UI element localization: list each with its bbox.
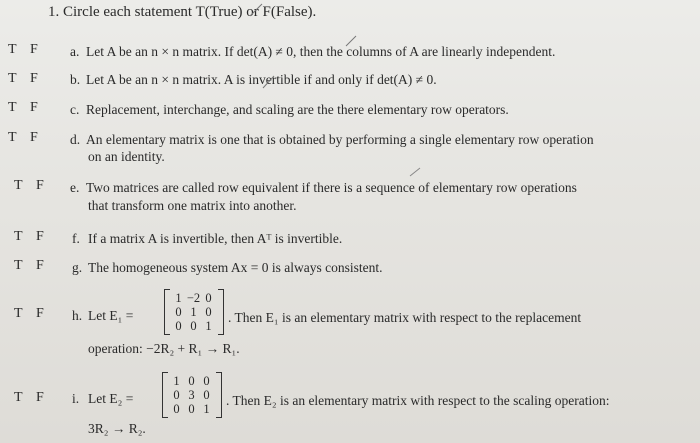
statement-i-post: . Then E₂ is an elementary matrix with respect to the scaling operation: xyxy=(226,393,610,408)
pencil-stroke xyxy=(250,4,262,16)
false-option[interactable]: F xyxy=(36,178,44,193)
item-text: The homogeneous system Ax = 0 is always consistent. xyxy=(88,260,383,275)
pencil-stroke xyxy=(263,76,274,88)
item-pre: Let E₁ = xyxy=(88,308,134,323)
statement-i-continued: 3R₂ → R₂. xyxy=(88,421,146,436)
statement-h-post: . Then E₁ is an elementary matrix with respect to the replacement xyxy=(228,310,582,325)
matrix-row: 1 0 0 xyxy=(173,374,210,388)
true-option[interactable]: T xyxy=(8,42,17,57)
false-option[interactable]: F xyxy=(36,390,44,405)
item-label: i. xyxy=(72,391,80,406)
false-option[interactable]: F xyxy=(30,71,38,86)
true-option[interactable]: T xyxy=(14,390,23,405)
item-text: An elementary matrix is one that is obtained by performing a single elementary row operation xyxy=(86,132,594,147)
item-label: c. xyxy=(70,102,80,117)
item-text: Two matrices are called row equivalent if there is a sequence of elementary row operations xyxy=(86,180,577,195)
false-option[interactable]: F xyxy=(30,100,38,115)
item-label: g. xyxy=(72,260,83,275)
false-option[interactable]: F xyxy=(30,130,38,145)
matrix-row: 0 1 0 xyxy=(175,305,212,319)
item-label: b. xyxy=(70,72,81,87)
item-text: Let A be an n × n matrix. A is invertible if and only if det(A) ≠ 0. xyxy=(86,72,437,87)
item-label: d. xyxy=(70,132,81,147)
false-option[interactable]: F xyxy=(36,258,44,273)
true-option[interactable]: T xyxy=(14,258,23,273)
pencil-stroke xyxy=(346,36,356,46)
item-label: e. xyxy=(70,180,80,195)
false-option[interactable]: F xyxy=(36,306,44,321)
false-option[interactable]: F xyxy=(30,42,38,57)
item-label: h. xyxy=(72,308,83,323)
statement-e-continued: that transform one matrix into another. xyxy=(88,198,297,213)
true-option[interactable]: T xyxy=(8,100,17,115)
matrix-row: 0 0 1 xyxy=(175,319,212,333)
true-option[interactable]: T xyxy=(14,178,23,193)
item-label: f. xyxy=(72,231,80,246)
true-option[interactable]: T xyxy=(14,229,23,244)
question-header: 1. Circle each statement T(True) or F(False). xyxy=(48,4,317,20)
matrix-row: 0 3 0 xyxy=(173,388,210,402)
pencil-stroke xyxy=(410,168,420,176)
item-text: If a matrix A is invertible, then Aᵀ is invertible. xyxy=(88,231,343,246)
false-option[interactable]: F xyxy=(36,229,44,244)
true-option[interactable]: T xyxy=(14,306,23,321)
matrix-row: 0 0 1 xyxy=(173,402,210,416)
item-pre: Let E₂ = xyxy=(88,391,134,406)
true-option[interactable]: T xyxy=(8,130,17,145)
true-option[interactable]: T xyxy=(8,71,17,86)
item-label: a. xyxy=(70,44,80,59)
statement-h-continued: operation: −2R₂ + R₁ → R₁. xyxy=(88,341,240,356)
item-text: Replacement, interchange, and scaling are the there elementary row operators. xyxy=(86,102,509,117)
statement-d-continued: on an identity. xyxy=(88,149,165,164)
item-text: Let A be an n × n matrix. If det(A) ≠ 0, then the columns of A are linearly independent. xyxy=(86,44,556,59)
matrix-row: 1 −2 0 xyxy=(175,291,212,305)
